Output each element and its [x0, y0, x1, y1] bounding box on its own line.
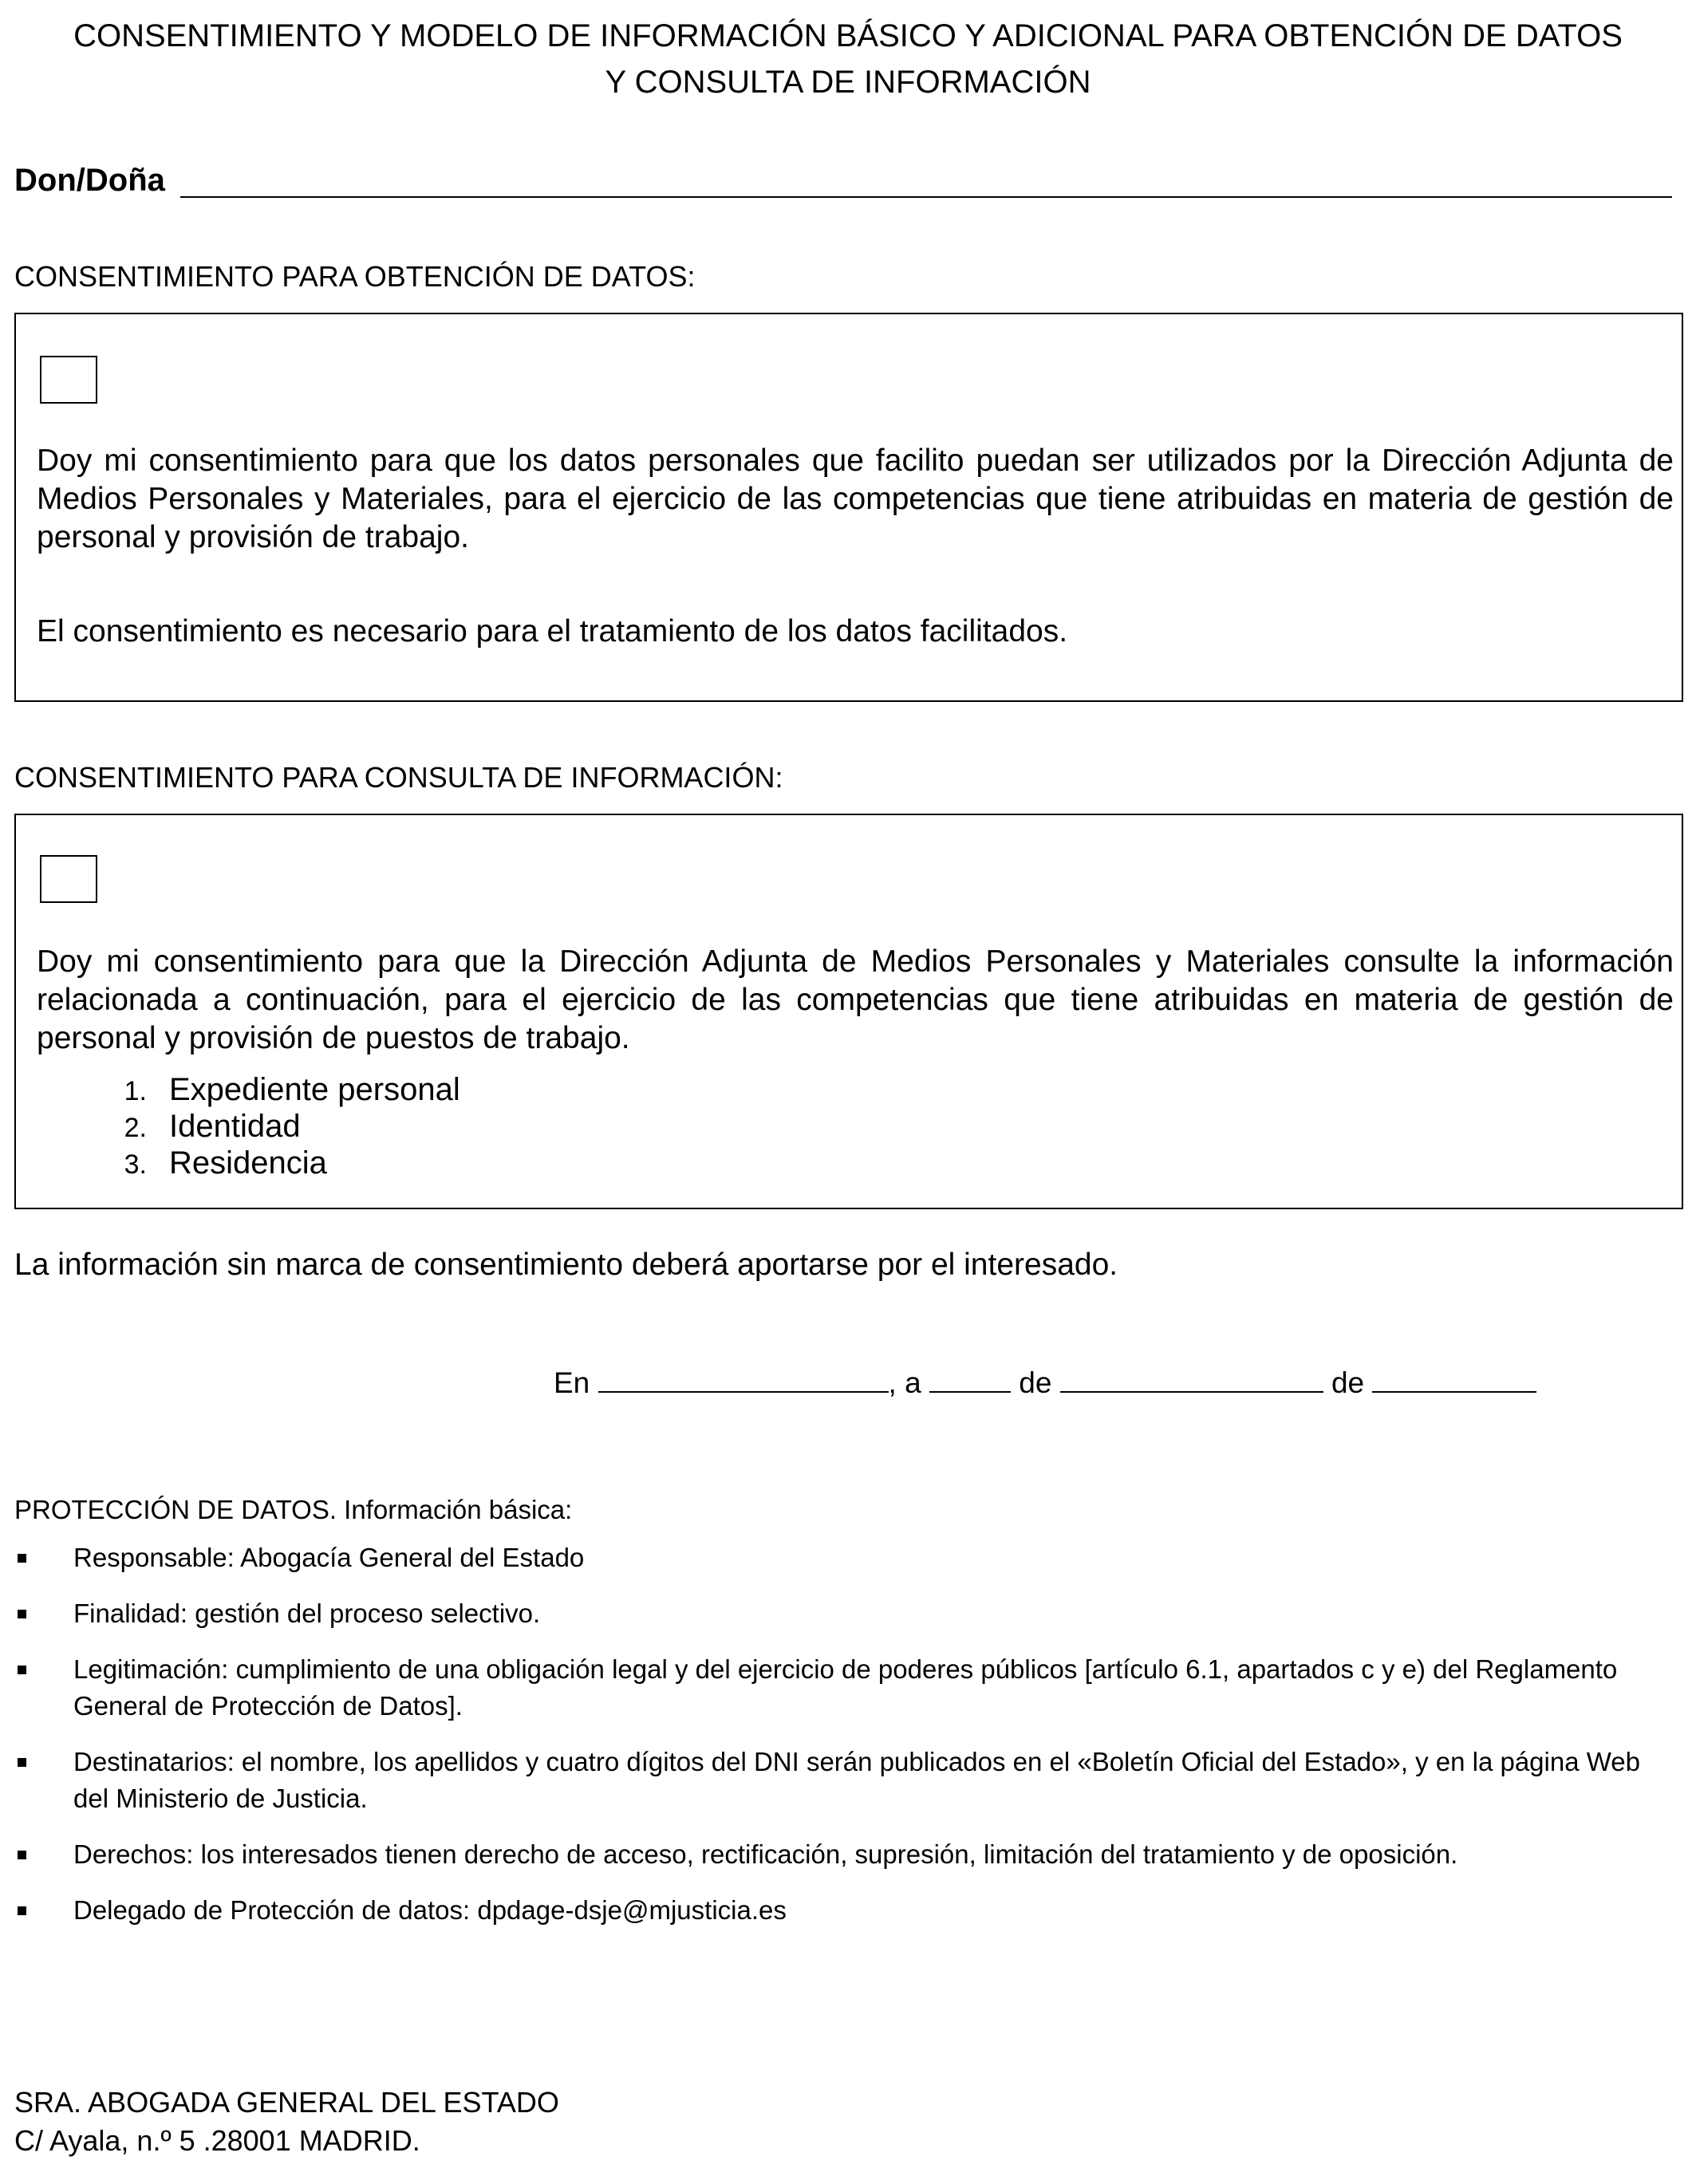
date-de-label-1: de	[1019, 1366, 1052, 1399]
list-item	[14, 1651, 1658, 1725]
month-input-line[interactable]	[1060, 1364, 1323, 1393]
bullet-icon	[14, 1836, 73, 1873]
list-item	[37, 1109, 1233, 1145]
title-line-2: Y CONSULTA DE INFORMACIÓN	[605, 65, 1091, 100]
protection-heading: PROTECCIÓN DE DATOS. Información básica:	[14, 1495, 573, 1524]
list-item	[14, 1539, 1658, 1576]
protection-item-text: Finalidad: gestión del proceso selectivo.	[73, 1599, 541, 1628]
list-item	[14, 1595, 1658, 1632]
consent-data-checkbox[interactable]	[40, 356, 97, 404]
closing-note: La información sin marca de consentimiento deberá aportarse por el interesado.	[14, 1248, 1118, 1282]
place-input-line[interactable]	[598, 1364, 889, 1393]
section1-box	[14, 313, 1683, 702]
list-item-text: Identidad	[169, 1109, 301, 1144]
bullet-icon	[14, 1744, 73, 1817]
section1-note: El consentimiento es necesario para el tratamiento de los datos facilitados.	[37, 614, 1068, 648]
footer-line-1: SRA. ABOGADA GENERAL DEL ESTADO	[14, 2086, 559, 2119]
section2-paragraph: Doy mi consentimiento para que la Dirección Adjunta de Medios Personales y Materiales consulte la información relacionada a continuación, para el ejercicio de las competencias que tiene atribuidas en materia de gestión de personal y provisión de puestos de trabajo.	[37, 944, 1674, 1055]
address-footer	[14, 2083, 559, 2160]
protection-list	[14, 1539, 1658, 1948]
footer-line-2: C/ Ayala, n.º 5 .28001 MADRID.	[14, 2124, 420, 2157]
date-en-label: En	[554, 1366, 590, 1399]
date-de-label-2: de	[1331, 1366, 1365, 1399]
protection-item-text: Responsable: Abogacía General del Estado	[73, 1543, 585, 1572]
bullet-icon	[14, 1892, 73, 1929]
list-item	[37, 1145, 1233, 1182]
protection-item-text: Legitimación: cumplimiento de una obligación legal y del ejercicio de poderes públicos [artículo 6.1, apartados c y e) del Reglamento General de Protección de Datos].	[73, 1654, 1618, 1721]
name-input-line[interactable]	[180, 196, 1672, 198]
list-item-number: 1.	[124, 1076, 147, 1106]
list-item	[37, 1072, 1233, 1109]
bullet-icon	[14, 1595, 73, 1632]
list-item-number: 3.	[124, 1149, 147, 1180]
list-item-text: Expediente personal	[169, 1072, 460, 1107]
name-label: Don/Doña	[14, 163, 165, 198]
protection-item-text: Delegado de Protección de datos: dpdage-dsje@mjusticia.es	[73, 1895, 787, 1925]
consent-consult-checkbox[interactable]	[40, 855, 97, 903]
list-item	[14, 1836, 1658, 1873]
section1-paragraph: Doy mi consentimiento para que los datos personales que facilito puedan ser utilizados por la Dirección Adjunta de Medios Personales y Materiales, para el ejercicio de las competencias que tiene atribuidas en materia de gestión de personal y provisión de trabajo.	[37, 444, 1674, 554]
section1-label: CONSENTIMIENTO PARA OBTENCIÓN DE DATOS:	[14, 260, 696, 293]
day-input-line[interactable]	[929, 1364, 1011, 1393]
section2-label: CONSENTIMIENTO PARA CONSULTA DE INFORMACIÓN:	[14, 761, 783, 794]
date-a-label: , a	[888, 1366, 921, 1399]
year-input-line[interactable]	[1372, 1364, 1536, 1393]
document-title	[32, 13, 1664, 105]
section2-box	[14, 814, 1683, 1209]
bullet-icon	[14, 1651, 73, 1725]
list-item-number: 2.	[124, 1113, 147, 1143]
list-item	[14, 1744, 1658, 1817]
bullet-icon	[14, 1539, 73, 1576]
date-line	[554, 1364, 1536, 1400]
title-line-1: CONSENTIMIENTO Y MODELO DE INFORMACIÓN BÁSICO Y ADICIONAL PARA OBTENCIÓN DE DATOS	[73, 18, 1623, 53]
list-item-text: Residencia	[169, 1145, 327, 1181]
list-item	[14, 1892, 1658, 1929]
protection-item-text: Destinatarios: el nombre, los apellidos y cuatro dígitos del DNI serán publicados en el «Boletín Oficial del Estado», y en la página Web del Ministerio de Justicia.	[73, 1747, 1640, 1813]
protection-item-text: Derechos: los interesados tienen derecho de acceso, rectificación, supresión, limitación del tratamiento y de oposición.	[73, 1839, 1458, 1869]
consult-items-list	[37, 1072, 1233, 1182]
